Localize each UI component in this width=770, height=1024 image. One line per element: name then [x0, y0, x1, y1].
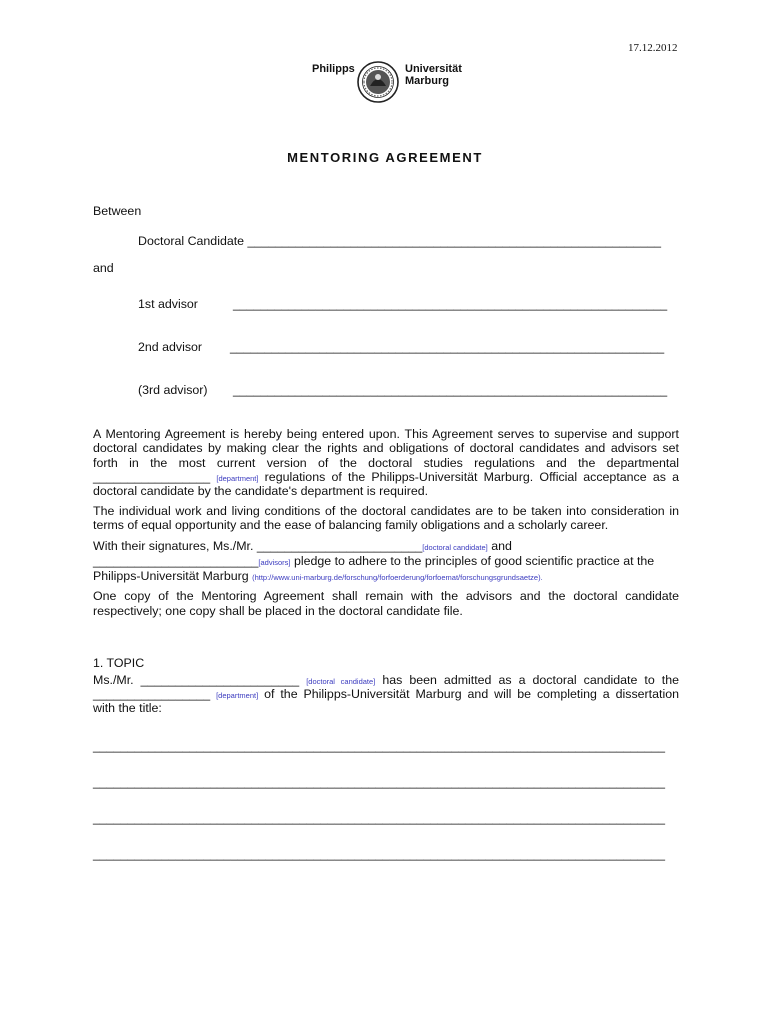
topic-line2 — [93, 687, 679, 703]
topic-candidate-hint: [doctoral candidate] — [306, 677, 376, 686]
principles-url[interactable]: (http://www.uni-marburg.de/forschung/forfoerderung/forfoemat/forschungsgrundsaetze). — [252, 573, 543, 582]
paragraph1-line1: A Mentoring Agreement is hereby being entered upon. This Agreement serves to supervise and support — [93, 427, 679, 441]
advisor3-blank[interactable]: _______________________________________________________________ — [233, 383, 668, 397]
advisor1-label: 1st advisor — [138, 297, 198, 311]
topic-department-hint: [department] — [216, 691, 259, 700]
title-line-4[interactable]: ___________________________________________________________________________________ — [93, 847, 665, 861]
paragraph3-line1 — [93, 539, 512, 555]
title-line-3[interactable]: ___________________________________________________________________________________ — [93, 811, 665, 825]
university-logo — [312, 60, 462, 104]
logo-text-universitat: Universität — [405, 63, 462, 75]
signature-candidate-blank[interactable]: ________________________ — [256, 539, 423, 553]
topic-admitted: has been admitted as a doctoral candidate to the — [382, 673, 680, 687]
paragraph3-line3 — [93, 569, 543, 585]
advisors-hint: [advisors] — [258, 558, 291, 567]
advisor1-blank[interactable]: _______________________________________________________________ — [233, 297, 668, 311]
paragraph2-line2: terms of equal opportunity and the ease of balancing family obligations and a scholarly career. — [93, 518, 609, 532]
page-title: MENTORING AGREEMENT — [287, 150, 483, 165]
candidate-blank[interactable]: ____________________________________________________________ — [247, 234, 661, 248]
paragraph3-line2 — [93, 554, 654, 570]
advisor2-blank[interactable]: _______________________________________________________________ — [230, 340, 665, 354]
and-label: and — [93, 261, 114, 275]
candidate-label: Doctoral Candidate — [138, 234, 245, 248]
topic-heading: 1. TOPIC — [93, 656, 145, 670]
logo-text-university — [405, 64, 462, 87]
paragraph2-line1: The individual work and living conditions of the doctoral candidates are to be taken into consideration in — [93, 504, 679, 518]
logo-text-marburg: Marburg — [405, 74, 449, 87]
and-word: and — [491, 539, 512, 553]
pledge-text: pledge to adhere to the principles of good scientific practice at the — [293, 554, 655, 568]
university-name: Philipps-Universität Marburg — [93, 569, 249, 583]
topic-candidate-blank[interactable]: _______________________ — [140, 673, 300, 687]
paragraph1-line3: forth in the most current version of the doctoral studies regulations and the departmental — [93, 456, 679, 470]
department-hint: [department] — [216, 474, 259, 483]
university-seal-icon — [356, 60, 400, 104]
document-date: 17.12.2012 — [628, 42, 678, 54]
paragraph1-line2: doctoral candidates by making clear the rights and obligations of doctoral candidates and advisors set — [93, 441, 679, 455]
paragraph4-line1: One copy of the Mentoring Agreement shall remain with the advisors and the doctoral candidate — [93, 589, 679, 603]
candidate-row — [138, 234, 661, 248]
candidate-hint: [doctoral candidate] — [422, 543, 488, 552]
between-label: Between — [93, 204, 142, 218]
with-title-label: with the title: — [93, 701, 162, 715]
department-blank[interactable]: _________________ — [93, 470, 211, 484]
paragraph1-line4-rest: regulations of the Philipps-Universität Marburg. Official acceptance as a — [264, 470, 679, 484]
paragraph1-line5: doctoral candidate by the candidate's department is required. — [93, 484, 429, 498]
advisors-blank[interactable]: ________________________ — [93, 554, 259, 568]
paragraph4-line2: respectively; one copy shall be placed in the doctoral candidate file. — [93, 604, 463, 618]
advisor2-label: 2nd advisor — [138, 340, 203, 354]
topic-prefix: Ms./Mr. — [93, 673, 134, 687]
advisor3-label: (3rd advisor) — [138, 383, 208, 397]
topic-rest: of the Philipps-Universität Marburg and will be completing a dissertation — [264, 687, 679, 701]
signatures-prefix: With their signatures, Ms./Mr. — [93, 539, 254, 553]
title-line-1[interactable]: ___________________________________________________________________________________ — [93, 739, 665, 753]
topic-department-blank[interactable]: _________________ — [93, 687, 211, 701]
title-line-2[interactable]: ___________________________________________________________________________________ — [93, 775, 665, 789]
logo-text-philipps: Philipps — [312, 63, 355, 75]
